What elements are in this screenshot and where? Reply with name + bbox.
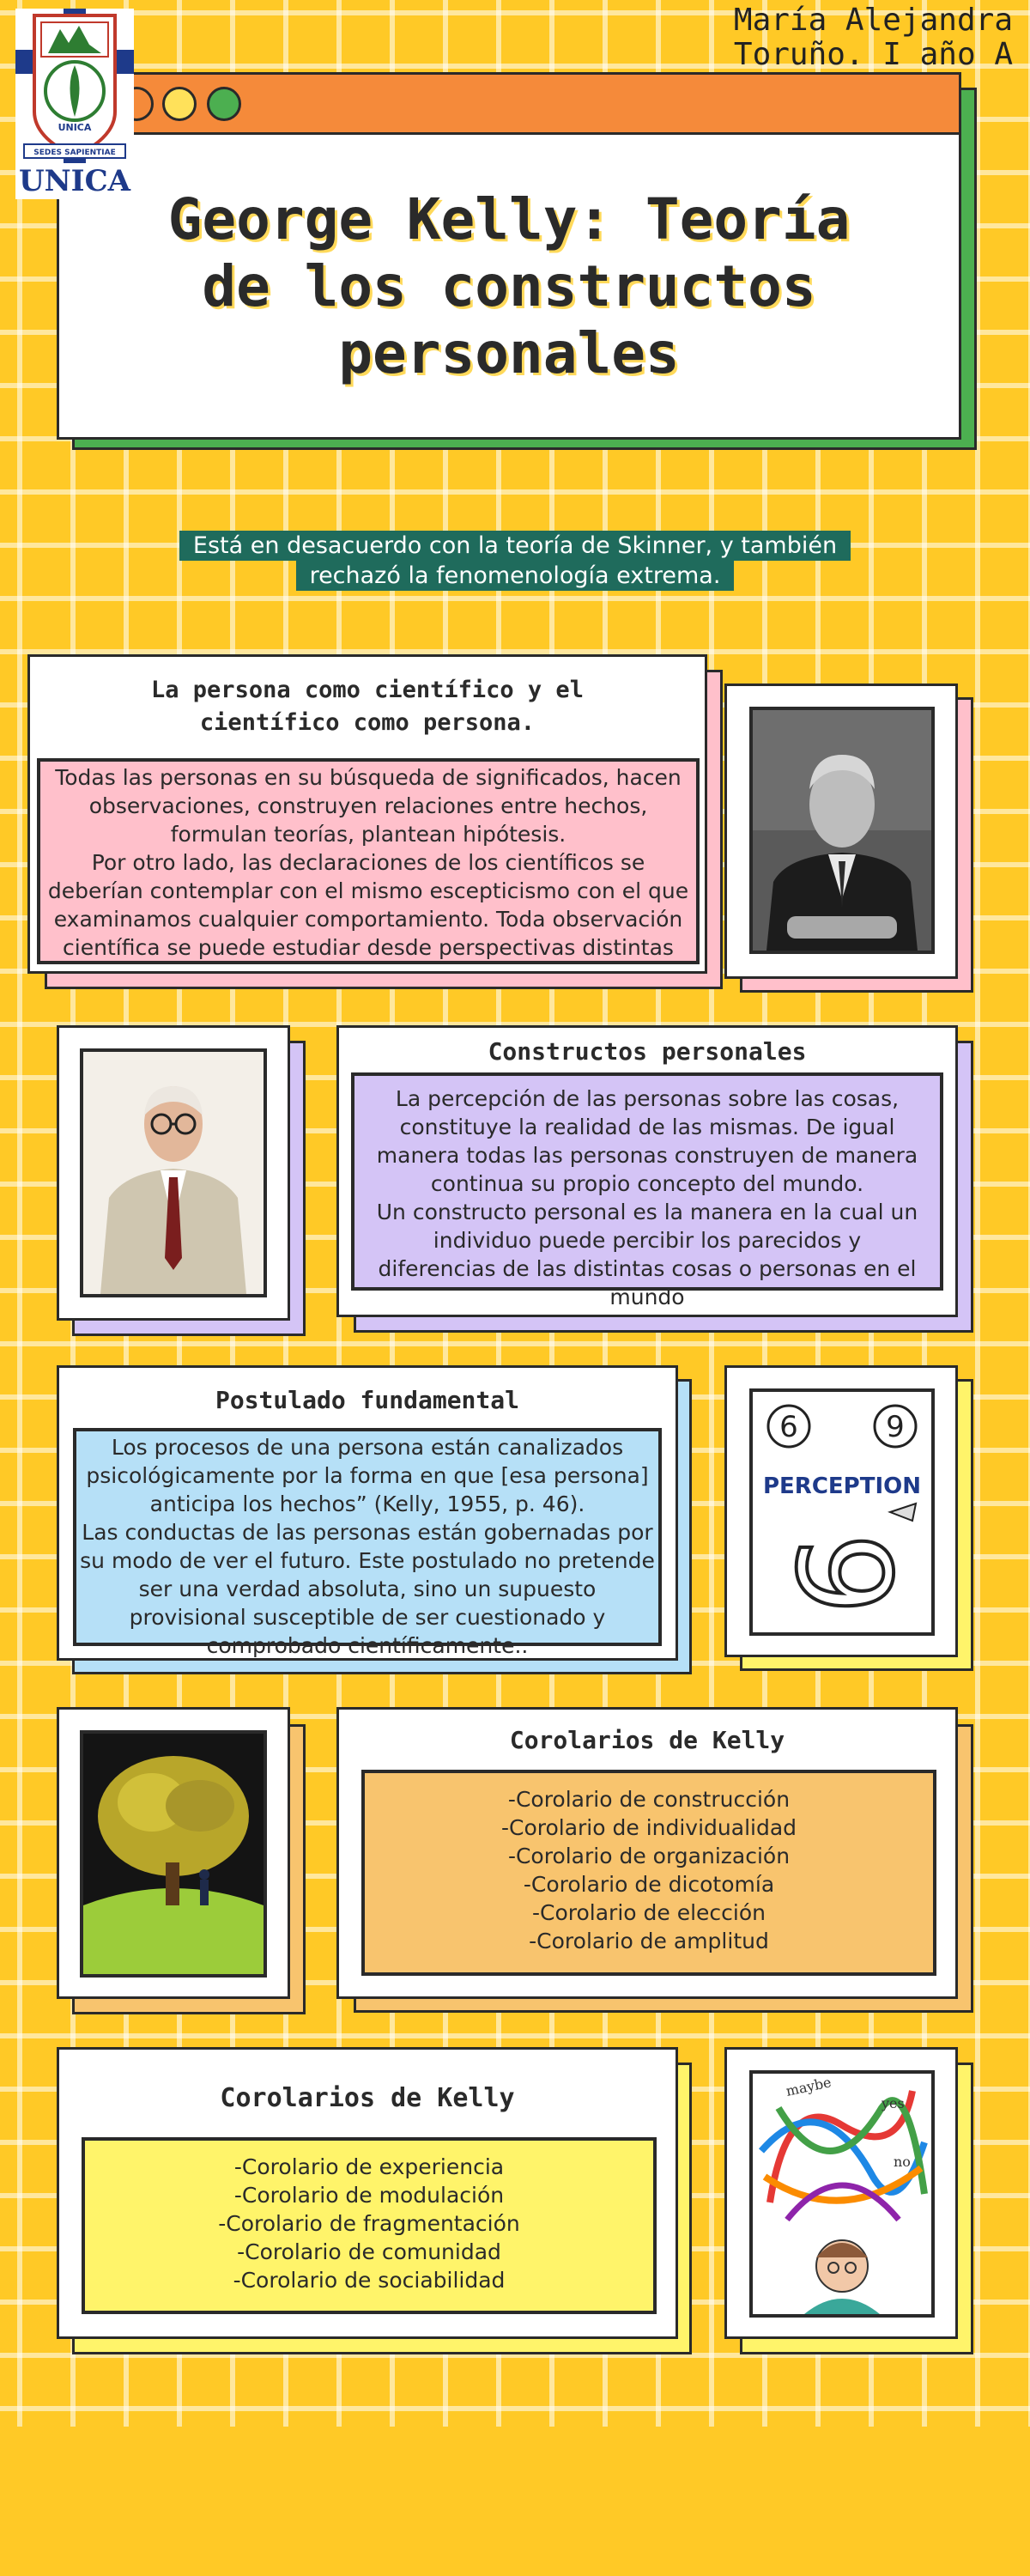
author-name: María Alejandra Toruño. I año A — [733, 3, 1013, 72]
person-portrait-icon — [83, 1052, 264, 1294]
corollary-item: -Corolario de fragmentación — [218, 2211, 520, 2236]
section2-paragraph: La percepción de las personas sobre las cosas, constituye la realidad de las mismas. De igual manera todas las personas construyen de manera continua su propio concepto del mundo. — [376, 1086, 918, 1196]
corollary-item: -Corolario de comunidad — [237, 2239, 501, 2264]
section3-paragraph: Los procesos de una persona están canalizados psicológicamente por la forma en que [esa persona] anticipa los hechos” (Kelly, 1955, p. 46). — [86, 1435, 649, 1516]
section1-heading: La persona como científico y el científico como persona. — [151, 677, 584, 736]
section1-paragraph: Por otro lado, las declaraciones de los científicos se deberían contemplar con el mismo escepticismo con el que examinamos cualquier comportamiento. Toda observación científica se puede estudiar desde perspectivas distintas — [47, 850, 689, 960]
bottom-plain-area — [0, 2427, 1030, 2576]
title-window-bar — [59, 75, 959, 135]
person-portrait-icon — [753, 710, 931, 951]
corollary-item: -Corolario de sociabilidad — [233, 2268, 506, 2293]
section5-card — [57, 2047, 678, 2339]
image-number-large: 6 — [773, 1533, 923, 1615]
tree-mind-icon — [83, 1734, 264, 1974]
image-word: yes — [882, 2095, 905, 2111]
title-card — [57, 72, 961, 440]
corollary-item: -Corolario de individualidad — [500, 1815, 797, 1840]
university-logo — [15, 9, 134, 199]
section2-text-box — [351, 1072, 943, 1309]
perception-drawing-icon — [753, 1392, 931, 1632]
photo5-card — [724, 2047, 958, 2339]
window-dot-icon — [162, 87, 197, 121]
logo-emblem-text: UNICA — [58, 122, 92, 133]
photo3-card — [724, 1365, 958, 1657]
section1-card — [27, 654, 707, 974]
section4-list-box — [361, 1770, 936, 1976]
university-crest-icon — [15, 9, 134, 199]
corollary-item: -Corolario de amplitud — [529, 1929, 769, 1953]
section4-card — [336, 1707, 958, 1999]
section3-text-box — [73, 1428, 662, 1658]
section3-card — [57, 1365, 678, 1661]
corollary-item: -Corolario de construcción — [507, 1787, 791, 1812]
corollary-item: -Corolario de modulación — [233, 2183, 505, 2208]
corollary-item: -Corolario de experiencia — [233, 2154, 505, 2179]
photo1-card — [724, 683, 958, 979]
section2-heading: Constructos personales — [488, 1037, 807, 1066]
corollary-item: -Corolario de dicotomía — [523, 1872, 775, 1897]
photo4-card — [57, 1707, 290, 1999]
page-title: George Kelly: Teoría de los constructos personales — [167, 186, 851, 386]
image-word: maybe — [784, 2074, 833, 2099]
corollary-item: -Corolario de elección — [531, 1900, 766, 1925]
section3-paragraph: Las conductas de las personas están gobernadas por su modo de ver el futuro. Este postulado no pretende ser una verdad absoluta, sino un supuesto provisional susceptible de ser cuestionado y comprobado científicamente.. — [80, 1520, 655, 1658]
logo-motto: SEDES SAPIENTIAE — [33, 149, 116, 157]
intro-text: Está en desacuerdo con la teoría de Skinner, y también rechazó la fenomenología extrema. — [179, 531, 851, 591]
perception-illustration — [749, 1388, 935, 1636]
section1-text-box — [37, 758, 700, 964]
section3-heading: Postulado fundamental — [215, 1386, 519, 1414]
kelly-portrait-bw — [749, 707, 935, 954]
image-number: 9 — [886, 1410, 905, 1444]
image-word: no — [894, 2154, 911, 2170]
section1-paragraph: Todas las personas en su búsqueda de significados, hacen observaciones, construyen relaciones entre hechos, formulan teorías, plantean hipótesis. — [55, 765, 682, 847]
section4-heading: Corolarios de Kelly — [509, 1726, 785, 1754]
intro-banner — [137, 531, 893, 591]
tangled-thoughts-icon — [753, 2074, 931, 2314]
perception-label: PERCEPTION — [762, 1473, 922, 1499]
logo-name: UNICA — [18, 164, 131, 198]
section2-paragraph: Un constructo personal es la manera en la cual un individuo puede percibir los parecidos y diferencias de las distintas cosas o personas en el mundo — [376, 1200, 918, 1309]
tree-head-illustration — [80, 1730, 267, 1978]
image-number: 6 — [779, 1410, 798, 1444]
section2-card — [336, 1025, 958, 1317]
window-dot-icon — [207, 87, 241, 121]
confused-child-illustration — [749, 2070, 935, 2318]
photo2-card — [57, 1025, 290, 1321]
section5-heading: Corolarios de Kelly — [220, 2083, 515, 2113]
kelly-portrait-color — [80, 1048, 267, 1297]
section5-list-box — [82, 2137, 657, 2314]
corollary-item: -Corolario de organización — [507, 1844, 791, 1868]
